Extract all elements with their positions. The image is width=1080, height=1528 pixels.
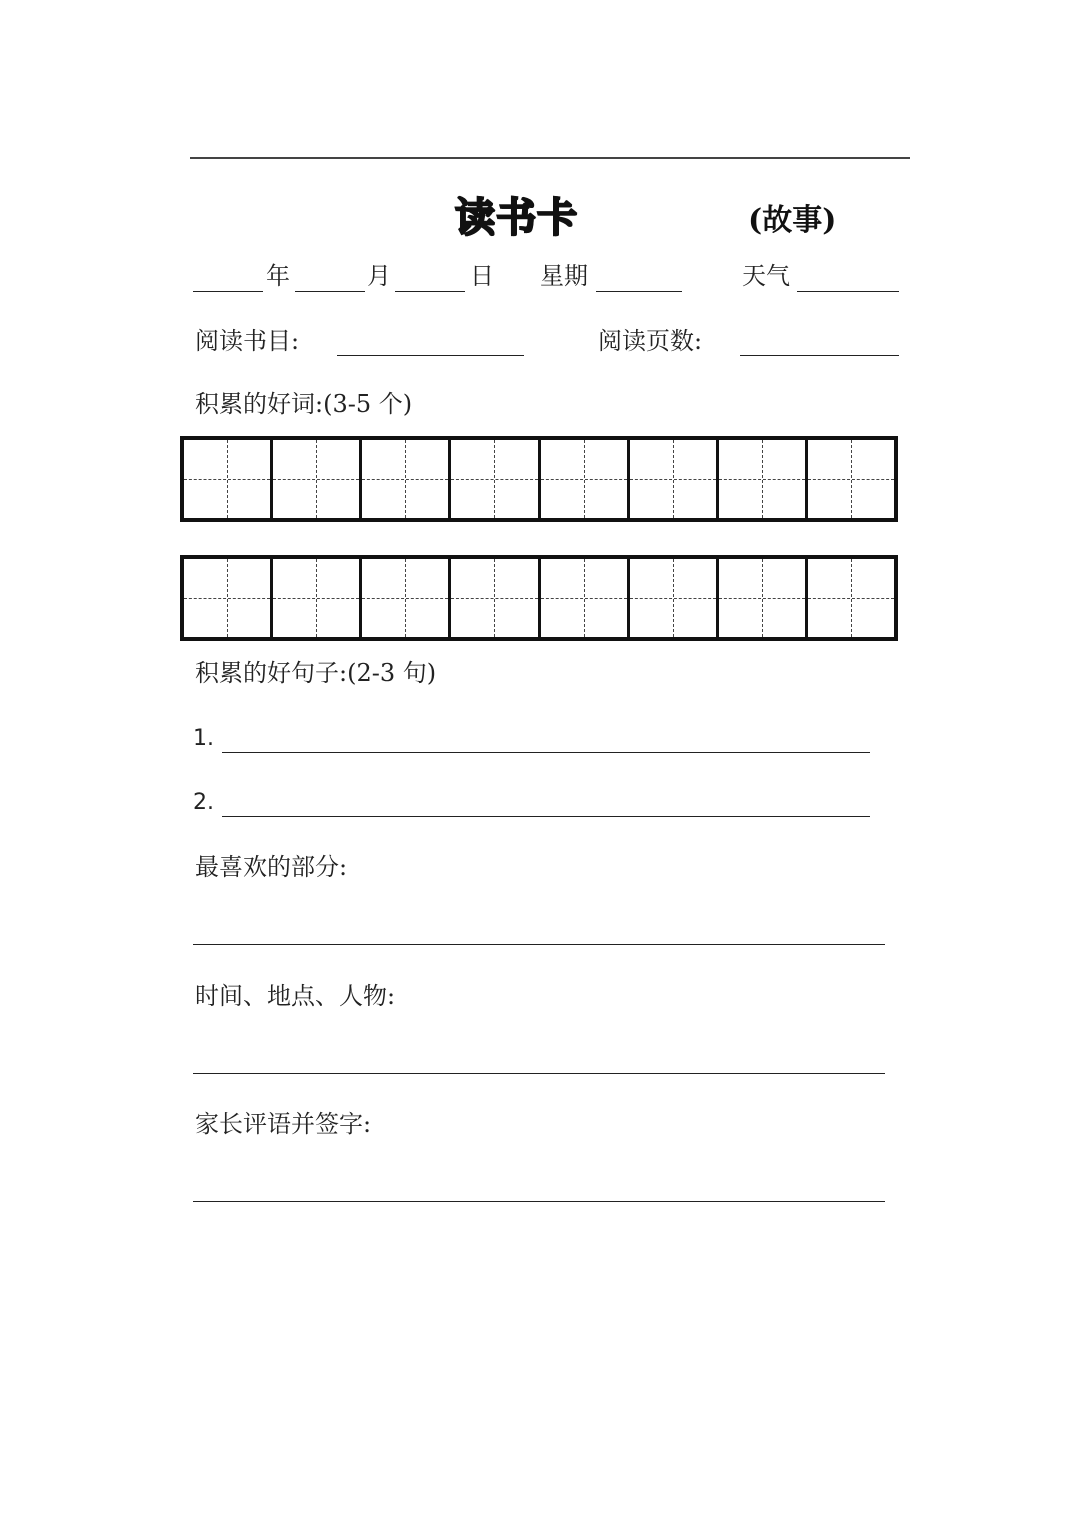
grid-cell[interactable]: [362, 440, 451, 518]
setting-label: 时间、地点、人物:: [195, 982, 396, 1010]
pages-blank[interactable]: [740, 355, 899, 356]
grid-cell[interactable]: [719, 559, 808, 637]
sentence-blank-1[interactable]: [222, 752, 870, 753]
card-subtitle: (故事): [748, 203, 837, 238]
setting-blank[interactable]: [193, 1073, 885, 1074]
words-label: 积累的好词:(3-5 个): [195, 390, 413, 418]
day-blank[interactable]: [395, 291, 465, 292]
favorite-label: 最喜欢的部分:: [195, 853, 348, 881]
top-rule: [190, 157, 910, 159]
sentences-label: 积累的好句子:(2-3 句): [195, 659, 437, 687]
weekday-blank[interactable]: [596, 291, 682, 292]
sentence-number-1: 1.: [193, 726, 214, 751]
year-label: 年: [266, 262, 290, 290]
grid-cell[interactable]: [541, 559, 630, 637]
grid-cell[interactable]: [451, 440, 540, 518]
pages-label: 阅读页数:: [598, 327, 703, 355]
word-grid-1[interactable]: [180, 436, 898, 522]
book-title-blank[interactable]: [337, 355, 524, 356]
year-blank[interactable]: [193, 291, 263, 292]
favorite-blank[interactable]: [193, 944, 885, 945]
sentence-blank-2[interactable]: [222, 816, 870, 817]
card-title: 读书卡: [455, 195, 578, 241]
grid-cell[interactable]: [808, 559, 894, 637]
grid-cell[interactable]: [630, 559, 719, 637]
grid-cell[interactable]: [541, 440, 630, 518]
month-label: 月: [367, 262, 391, 290]
word-grid-2[interactable]: [180, 555, 898, 641]
grid-cell[interactable]: [184, 559, 273, 637]
grid-cell[interactable]: [273, 559, 362, 637]
day-label: 日: [470, 262, 494, 290]
parent-comment-blank[interactable]: [193, 1201, 885, 1202]
grid-cell[interactable]: [362, 559, 451, 637]
book-title-label: 阅读书目:: [195, 327, 300, 355]
month-blank[interactable]: [295, 291, 365, 292]
sentence-number-2: 2.: [193, 790, 214, 815]
weather-label: 天气: [742, 262, 790, 290]
grid-cell[interactable]: [273, 440, 362, 518]
weather-blank[interactable]: [797, 291, 899, 292]
parent-comment-label: 家长评语并签字:: [195, 1110, 372, 1138]
grid-cell[interactable]: [719, 440, 808, 518]
grid-cell[interactable]: [451, 559, 540, 637]
grid-cell[interactable]: [184, 440, 273, 518]
grid-cell[interactable]: [808, 440, 894, 518]
grid-cell[interactable]: [630, 440, 719, 518]
weekday-label: 星期: [540, 262, 588, 290]
